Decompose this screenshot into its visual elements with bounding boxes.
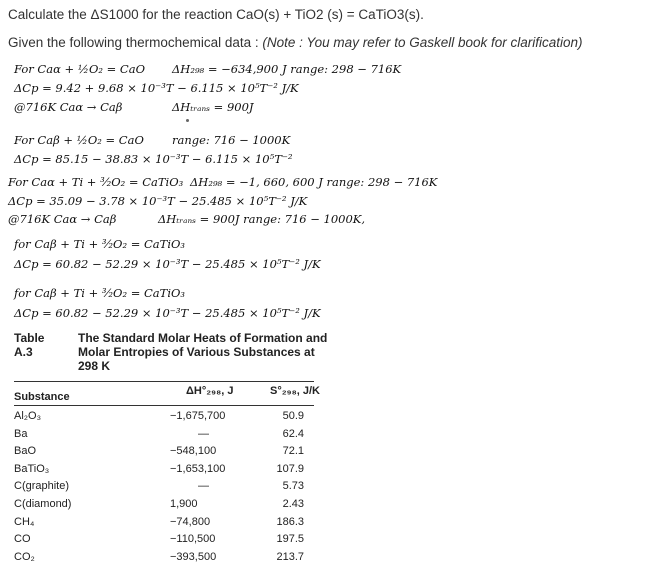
col-header-entropy: S°₂₉₈, J/K [270,385,320,397]
col-header-substance: Substance [14,391,70,403]
table-top-rule [14,381,314,382]
substance-cell: Al₂O₃ [14,410,42,422]
entropy-cell: 50.9 [282,410,304,422]
entropy-cell: 197.5 [276,533,304,546]
enthalpy-cell: −1,653,100 [170,462,226,475]
substance-cell: BaTiO₃ [14,462,50,475]
eq-3-trans-enthalpy: ΔHₜᵣₐₙₛ = 900J range: 716 − 1000K, [158,212,366,226]
eq-3-reaction: For Caα + Ti + ³⁄₂O₂ = CaTiO₃ [8,175,184,189]
table-label: Table A.3 [14,331,45,359]
eq-2-range: range: 716 − 1000K [172,133,291,147]
eq-2-cp: ΔCp = 85.15 − 38.83 × 10⁻³T − 6.115 × 10⁵T⁻² [14,152,293,166]
enthalpy-cell: 1,900 [170,498,198,510]
substance-cell: C(diamond) [14,498,72,510]
substance-cell: BaO [14,445,37,458]
enthalpy-cell: −74,800 [170,515,211,528]
eq-4-reaction: for Caβ + Ti + ³⁄₂O₂ = CaTiO₃ [14,237,186,251]
substance-cell: CO₂ [14,550,35,563]
eq-1-trans-enthalpy: ΔHₜᵣₐₙₛ = 900J [172,100,254,114]
entropy-cell: 72.1 [282,445,304,458]
eq-1-cp: ΔCp = 9.42 + 9.68 × 10⁻³T − 6.115 × 10⁵T⁻² J/K [14,81,299,95]
eq-5-cp: ΔCp = 60.82 − 52.29 × 10⁻³T − 25.485 × 10⁵T⁻² J/K [14,306,321,320]
enthalpy-cell: — [198,480,209,493]
enthalpy-cell: — [198,427,209,440]
entropy-cell: 213.7 [276,550,304,563]
question-line-2 [8,35,583,50]
eq-2-reaction: For Caβ + ½O₂ = CaO [14,133,144,147]
col-header-enthalpy: ΔH°₂₉₈, J [186,385,234,397]
entropy-cell: 62.4 [282,427,304,440]
eq-3-enthalpy: ΔH₂₉₈ = −1, 660, 600 J range: 298 − 716K [190,175,438,189]
question-line-1: Calculate the ΔS1000 for the reaction CaO(s) + TiO2 (s) = CaTiO3(s). [8,7,424,22]
substance-cell: CH₄ [14,515,35,528]
table-title: The Standard Molar Heats of Formation and Molar Entropies of Various Substances at 298 K [78,331,328,373]
enthalpy-cell: −548,100 [170,445,217,458]
enthalpy-cell: −110,500 [170,533,216,546]
note-text: (Note : You may refer to Gaskell book for clarification) [262,35,583,50]
substance-cell: Ba [14,427,28,440]
eq-3-transition: @716K Caα → Caβ [8,212,117,226]
table-header-rule [14,405,314,406]
entropy-cell: 186.3 [276,515,304,528]
substance-cell: C(graphite) [14,480,70,493]
enthalpy-cell: −1,675,700 [170,410,226,422]
given-prefix: Given the following thermochemical data : [8,35,263,50]
entropy-cell: 5.73 [282,480,304,493]
entropy-cell: 107.9 [276,462,304,475]
substance-cell: CO [14,533,31,546]
dot-mark [186,119,189,122]
eq-4-cp: ΔCp = 60.82 − 52.29 × 10⁻³T − 25.485 × 10⁵T⁻² J/K [14,257,321,271]
eq-1-transition: @716K Caα → Caβ [14,100,123,114]
eq-1-reaction: For Caα + ½O₂ = CaO [14,62,146,76]
entropy-cell: 2.43 [282,498,304,510]
eq-1-enthalpy: ΔH₂₉₈ = −634,900 J range: 298 − 716K [172,62,402,76]
eq-5-reaction: for Caβ + Ti + ³⁄₂O₂ = CaTiO₃ [14,286,186,300]
enthalpy-cell: −393,500 [170,550,217,563]
eq-3-cp: ΔCp = 35.09 − 3.78 × 10⁻³T − 25.485 × 10⁵T⁻² J/K [8,194,308,208]
